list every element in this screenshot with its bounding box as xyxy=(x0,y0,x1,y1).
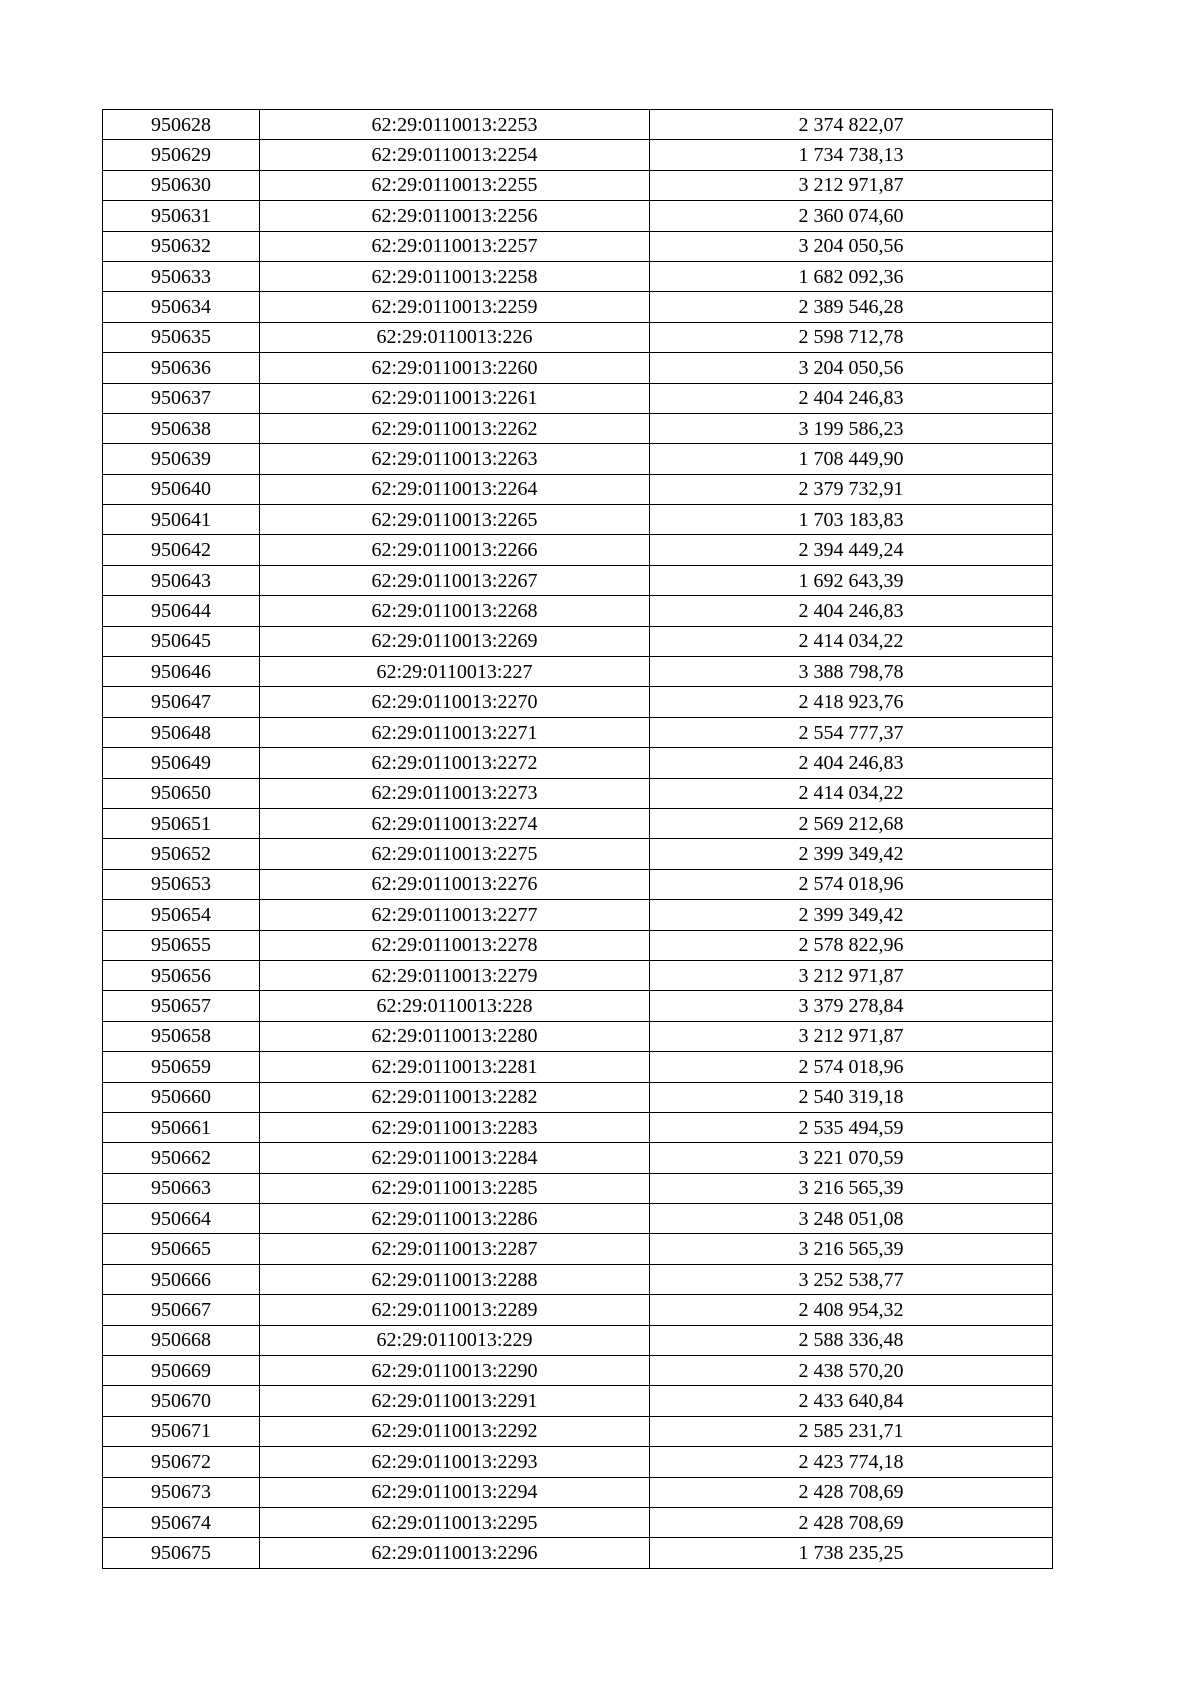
row-number-cell: 950644 xyxy=(103,596,260,626)
row-number-cell: 950632 xyxy=(103,231,260,261)
table-row xyxy=(103,1021,1053,1051)
cadastral-number-cell: 62:29:0110013:2290 xyxy=(260,1356,650,1386)
cadastral-value-cell: 2 360 074,60 xyxy=(650,201,1053,231)
cadastral-number-cell: 62:29:0110013:2295 xyxy=(260,1507,650,1537)
cadastral-value-cell: 2 414 034,22 xyxy=(650,778,1053,808)
cadastral-value-cell: 2 569 212,68 xyxy=(650,808,1053,838)
table-row xyxy=(103,261,1053,291)
cadastral-number-cell: 62:29:0110013:2282 xyxy=(260,1082,650,1112)
row-number-cell: 950664 xyxy=(103,1204,260,1234)
table-row xyxy=(103,505,1053,535)
row-number-cell: 950643 xyxy=(103,565,260,595)
row-number-cell: 950659 xyxy=(103,1052,260,1082)
table-row xyxy=(103,1356,1053,1386)
cadastral-value-cell: 3 199 586,23 xyxy=(650,413,1053,443)
cadastral-number-cell: 62:29:0110013:2257 xyxy=(260,231,650,261)
table-row xyxy=(103,839,1053,869)
row-number-cell: 950667 xyxy=(103,1295,260,1325)
row-number-cell: 950640 xyxy=(103,474,260,504)
cadastral-number-cell: 62:29:0110013:2272 xyxy=(260,748,650,778)
cadastral-value-cell: 2 399 349,42 xyxy=(650,900,1053,930)
row-number-cell: 950651 xyxy=(103,808,260,838)
cadastral-value-cell: 2 588 336,48 xyxy=(650,1325,1053,1355)
row-number-cell: 950628 xyxy=(103,110,260,140)
table-row xyxy=(103,201,1053,231)
cadastral-number-cell: 62:29:0110013:2267 xyxy=(260,565,650,595)
cadastral-number-cell: 62:29:0110013:2266 xyxy=(260,535,650,565)
row-number-cell: 950638 xyxy=(103,413,260,443)
table-row xyxy=(103,991,1053,1021)
cadastral-value-cell: 3 221 070,59 xyxy=(650,1143,1053,1173)
row-number-cell: 950654 xyxy=(103,900,260,930)
row-number-cell: 950655 xyxy=(103,930,260,960)
row-number-cell: 950649 xyxy=(103,748,260,778)
row-number-cell: 950637 xyxy=(103,383,260,413)
row-number-cell: 950635 xyxy=(103,322,260,352)
table-row xyxy=(103,322,1053,352)
row-number-cell: 950671 xyxy=(103,1416,260,1446)
cadastral-value-cell: 3 212 971,87 xyxy=(650,1021,1053,1051)
table-row xyxy=(103,565,1053,595)
cadastral-value-cell: 2 399 349,42 xyxy=(650,839,1053,869)
table-row xyxy=(103,808,1053,838)
cadastral-number-cell: 62:29:0110013:2280 xyxy=(260,1021,650,1051)
row-number-cell: 950661 xyxy=(103,1112,260,1142)
cadastral-value-cell: 2 438 570,20 xyxy=(650,1356,1053,1386)
cadastral-number-cell: 62:29:0110013:2255 xyxy=(260,170,650,200)
row-number-cell: 950645 xyxy=(103,626,260,656)
table-row xyxy=(103,1477,1053,1507)
table-row xyxy=(103,748,1053,778)
cadastral-value-cell: 3 252 538,77 xyxy=(650,1264,1053,1294)
row-number-cell: 950652 xyxy=(103,839,260,869)
row-number-cell: 950674 xyxy=(103,1507,260,1537)
cadastral-value-cell: 3 216 565,39 xyxy=(650,1173,1053,1203)
row-number-cell: 950662 xyxy=(103,1143,260,1173)
row-number-cell: 950669 xyxy=(103,1356,260,1386)
table-row xyxy=(103,444,1053,474)
cadastral-value-cell: 2 428 708,69 xyxy=(650,1507,1053,1537)
cadastral-value-table xyxy=(102,109,1053,1569)
cadastral-value-cell: 2 578 822,96 xyxy=(650,930,1053,960)
table-row xyxy=(103,474,1053,504)
row-number-cell: 950631 xyxy=(103,201,260,231)
table-row xyxy=(103,626,1053,656)
cadastral-value-cell: 2 404 246,83 xyxy=(650,748,1053,778)
cadastral-value-cell: 3 379 278,84 xyxy=(650,991,1053,1021)
cadastral-value-cell: 2 540 319,18 xyxy=(650,1082,1053,1112)
cadastral-value-cell: 2 408 954,32 xyxy=(650,1295,1053,1325)
table-row xyxy=(103,1325,1053,1355)
cadastral-number-cell: 62:29:0110013:227 xyxy=(260,657,650,687)
table-row xyxy=(103,717,1053,747)
cadastral-value-cell: 2 574 018,96 xyxy=(650,869,1053,899)
cadastral-number-cell: 62:29:0110013:2263 xyxy=(260,444,650,474)
cadastral-value-cell: 1 682 092,36 xyxy=(650,261,1053,291)
row-number-cell: 950656 xyxy=(103,960,260,990)
cadastral-number-cell: 62:29:0110013:2253 xyxy=(260,110,650,140)
table-row xyxy=(103,413,1053,443)
cadastral-number-cell: 62:29:0110013:2283 xyxy=(260,1112,650,1142)
table-row xyxy=(103,140,1053,170)
cadastral-number-cell: 62:29:0110013:2274 xyxy=(260,808,650,838)
row-number-cell: 950658 xyxy=(103,1021,260,1051)
cadastral-number-cell: 62:29:0110013:2259 xyxy=(260,292,650,322)
cadastral-value-cell: 3 216 565,39 xyxy=(650,1234,1053,1264)
cadastral-number-cell: 62:29:0110013:2269 xyxy=(260,626,650,656)
row-number-cell: 950670 xyxy=(103,1386,260,1416)
cadastral-value-cell: 2 598 712,78 xyxy=(650,322,1053,352)
row-number-cell: 950629 xyxy=(103,140,260,170)
cadastral-value-cell: 2 394 449,24 xyxy=(650,535,1053,565)
cadastral-number-cell: 62:29:0110013:2276 xyxy=(260,869,650,899)
table-row xyxy=(103,1143,1053,1173)
row-number-cell: 950673 xyxy=(103,1477,260,1507)
table-row xyxy=(103,930,1053,960)
table-row xyxy=(103,1052,1053,1082)
cadastral-number-cell: 62:29:0110013:2270 xyxy=(260,687,650,717)
row-number-cell: 950646 xyxy=(103,657,260,687)
table-row xyxy=(103,1112,1053,1142)
table-row xyxy=(103,292,1053,322)
row-number-cell: 950672 xyxy=(103,1447,260,1477)
table-row xyxy=(103,1234,1053,1264)
cadastral-value-cell: 1 703 183,83 xyxy=(650,505,1053,535)
table-row xyxy=(103,960,1053,990)
cadastral-number-cell: 62:29:0110013:2293 xyxy=(260,1447,650,1477)
cadastral-value-cell: 1 692 643,39 xyxy=(650,565,1053,595)
cadastral-value-cell: 2 404 246,83 xyxy=(650,596,1053,626)
table-row xyxy=(103,353,1053,383)
cadastral-number-cell: 62:29:0110013:2288 xyxy=(260,1264,650,1294)
cadastral-value-cell: 3 212 971,87 xyxy=(650,170,1053,200)
table-row xyxy=(103,1507,1053,1537)
row-number-cell: 950675 xyxy=(103,1538,260,1568)
cadastral-number-cell: 62:29:0110013:2291 xyxy=(260,1386,650,1416)
cadastral-value-cell: 2 379 732,91 xyxy=(650,474,1053,504)
cadastral-value-cell: 3 248 051,08 xyxy=(650,1204,1053,1234)
table-row xyxy=(103,900,1053,930)
cadastral-number-cell: 62:29:0110013:2277 xyxy=(260,900,650,930)
cadastral-number-cell: 62:29:0110013:2285 xyxy=(260,1173,650,1203)
cadastral-number-cell: 62:29:0110013:2254 xyxy=(260,140,650,170)
cadastral-number-cell: 62:29:0110013:2289 xyxy=(260,1295,650,1325)
table-row xyxy=(103,657,1053,687)
row-number-cell: 950648 xyxy=(103,717,260,747)
row-number-cell: 950650 xyxy=(103,778,260,808)
row-number-cell: 950666 xyxy=(103,1264,260,1294)
cadastral-number-cell: 62:29:0110013:226 xyxy=(260,322,650,352)
row-number-cell: 950660 xyxy=(103,1082,260,1112)
table-row xyxy=(103,1204,1053,1234)
cadastral-value-cell: 2 389 546,28 xyxy=(650,292,1053,322)
cadastral-number-cell: 62:29:0110013:2279 xyxy=(260,960,650,990)
cadastral-number-cell: 62:29:0110013:2292 xyxy=(260,1416,650,1446)
cadastral-number-cell: 62:29:0110013:2278 xyxy=(260,930,650,960)
cadastral-value-cell: 2 433 640,84 xyxy=(650,1386,1053,1416)
table-row xyxy=(103,383,1053,413)
cadastral-number-cell: 62:29:0110013:2273 xyxy=(260,778,650,808)
cadastral-number-cell: 62:29:0110013:2265 xyxy=(260,505,650,535)
table-row xyxy=(103,869,1053,899)
cadastral-value-cell: 3 204 050,56 xyxy=(650,231,1053,261)
cadastral-number-cell: 62:29:0110013:2275 xyxy=(260,839,650,869)
table-row xyxy=(103,535,1053,565)
table-row xyxy=(103,231,1053,261)
cadastral-number-cell: 62:29:0110013:2264 xyxy=(260,474,650,504)
table-row xyxy=(103,1295,1053,1325)
cadastral-number-cell: 62:29:0110013:2287 xyxy=(260,1234,650,1264)
cadastral-number-cell: 62:29:0110013:2296 xyxy=(260,1538,650,1568)
cadastral-value-cell: 3 388 798,78 xyxy=(650,657,1053,687)
row-number-cell: 950642 xyxy=(103,535,260,565)
cadastral-number-cell: 62:29:0110013:2284 xyxy=(260,1143,650,1173)
table-row xyxy=(103,1416,1053,1446)
table-row xyxy=(103,170,1053,200)
table-body xyxy=(103,110,1053,1569)
cadastral-number-cell: 62:29:0110013:2294 xyxy=(260,1477,650,1507)
row-number-cell: 950633 xyxy=(103,261,260,291)
cadastral-number-cell: 62:29:0110013:2258 xyxy=(260,261,650,291)
cadastral-value-cell: 1 738 235,25 xyxy=(650,1538,1053,1568)
table-row xyxy=(103,1173,1053,1203)
cadastral-value-cell: 2 428 708,69 xyxy=(650,1477,1053,1507)
cadastral-number-cell: 62:29:0110013:2271 xyxy=(260,717,650,747)
cadastral-number-cell: 62:29:0110013:2261 xyxy=(260,383,650,413)
cadastral-number-cell: 62:29:0110013:2286 xyxy=(260,1204,650,1234)
table-row xyxy=(103,687,1053,717)
table-row xyxy=(103,110,1053,140)
row-number-cell: 950665 xyxy=(103,1234,260,1264)
row-number-cell: 950653 xyxy=(103,869,260,899)
cadastral-value-cell: 2 414 034,22 xyxy=(650,626,1053,656)
row-number-cell: 950639 xyxy=(103,444,260,474)
cadastral-number-cell: 62:29:0110013:2268 xyxy=(260,596,650,626)
cadastral-value-cell: 2 418 923,76 xyxy=(650,687,1053,717)
cadastral-value-cell: 2 554 777,37 xyxy=(650,717,1053,747)
cadastral-value-cell: 2 574 018,96 xyxy=(650,1052,1053,1082)
cadastral-value-cell: 2 585 231,71 xyxy=(650,1416,1053,1446)
table-row xyxy=(103,1264,1053,1294)
cadastral-number-cell: 62:29:0110013:229 xyxy=(260,1325,650,1355)
table-row xyxy=(103,596,1053,626)
table-row xyxy=(103,1082,1053,1112)
cadastral-value-cell: 1 734 738,13 xyxy=(650,140,1053,170)
row-number-cell: 950641 xyxy=(103,505,260,535)
row-number-cell: 950630 xyxy=(103,170,260,200)
cadastral-value-cell: 2 423 774,18 xyxy=(650,1447,1053,1477)
cadastral-number-cell: 62:29:0110013:2281 xyxy=(260,1052,650,1082)
row-number-cell: 950657 xyxy=(103,991,260,1021)
cadastral-value-cell: 2 374 822,07 xyxy=(650,110,1053,140)
table-row xyxy=(103,1447,1053,1477)
table-row xyxy=(103,1386,1053,1416)
cadastral-number-cell: 62:29:0110013:2262 xyxy=(260,413,650,443)
row-number-cell: 950634 xyxy=(103,292,260,322)
cadastral-number-cell: 62:29:0110013:228 xyxy=(260,991,650,1021)
cadastral-value-cell: 3 212 971,87 xyxy=(650,960,1053,990)
row-number-cell: 950663 xyxy=(103,1173,260,1203)
cadastral-value-cell: 2 404 246,83 xyxy=(650,383,1053,413)
row-number-cell: 950668 xyxy=(103,1325,260,1355)
cadastral-value-cell: 2 535 494,59 xyxy=(650,1112,1053,1142)
row-number-cell: 950636 xyxy=(103,353,260,383)
cadastral-value-cell: 1 708 449,90 xyxy=(650,444,1053,474)
table-row xyxy=(103,778,1053,808)
table-row xyxy=(103,1538,1053,1568)
row-number-cell: 950647 xyxy=(103,687,260,717)
cadastral-number-cell: 62:29:0110013:2256 xyxy=(260,201,650,231)
cadastral-number-cell: 62:29:0110013:2260 xyxy=(260,353,650,383)
cadastral-value-cell: 3 204 050,56 xyxy=(650,353,1053,383)
